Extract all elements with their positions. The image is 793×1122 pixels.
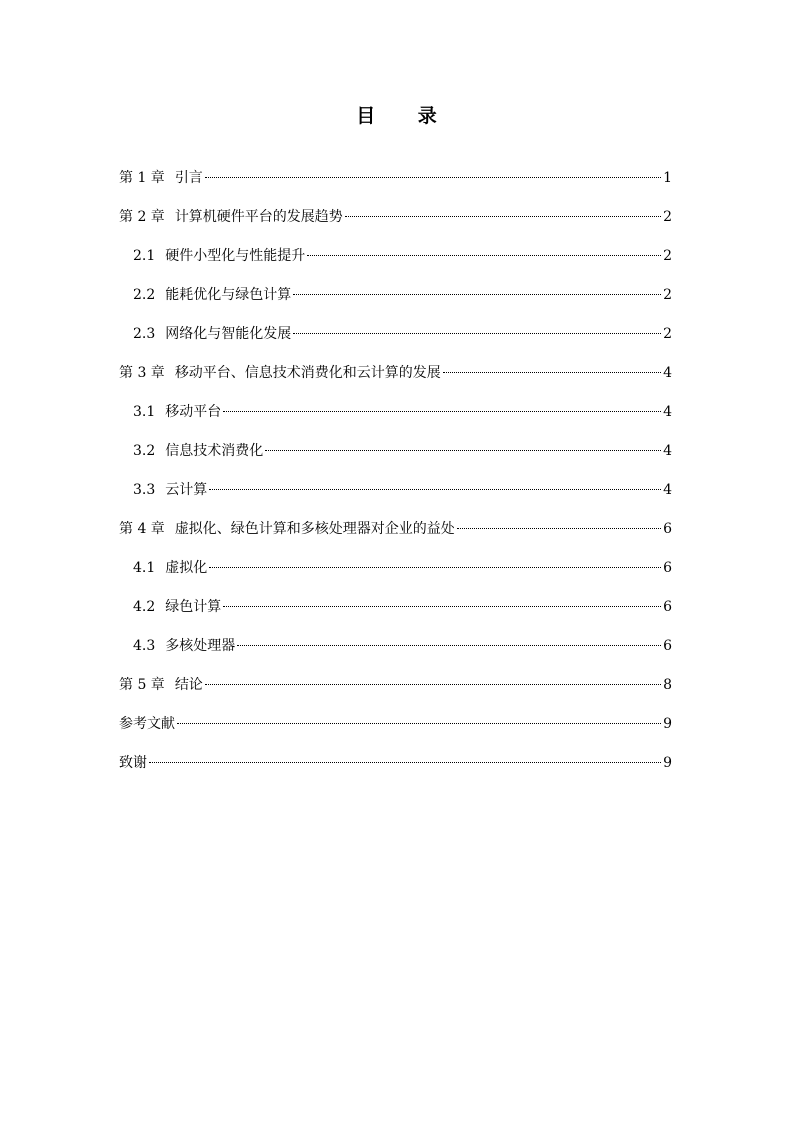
- toc-entry[interactable]: [119, 437, 672, 476]
- toc-entry-number: 2.1: [133, 248, 156, 264]
- toc-entry-title: 引言: [174, 170, 203, 186]
- toc-entry[interactable]: [119, 398, 672, 437]
- toc-entry-page: 4: [663, 482, 672, 498]
- toc-entry-number: 第 2 章: [119, 209, 165, 225]
- toc-entry-page: 6: [663, 599, 672, 615]
- toc-dot-leader: [293, 294, 661, 295]
- toc-entry-number: 4.3: [133, 638, 156, 654]
- toc-dot-leader: [265, 450, 661, 451]
- toc-dot-leader: [205, 177, 661, 178]
- toc-dot-leader: [457, 528, 661, 529]
- toc-dot-leader: [223, 606, 661, 607]
- toc-entry[interactable]: [119, 203, 672, 242]
- toc-entry-page: 2: [663, 209, 672, 225]
- toc-entry-number: 2.3: [133, 326, 156, 342]
- toc-entry-title: 致谢: [119, 755, 147, 771]
- toc-entry-page: 4: [663, 404, 672, 420]
- toc-entry-title: 虚拟化、绿色计算和多核处理器对企业的益处: [174, 521, 455, 537]
- toc-title: 目 录: [356, 105, 455, 127]
- toc-dot-leader: [205, 684, 661, 685]
- toc-entry[interactable]: [119, 632, 672, 671]
- toc-entry-page: 6: [663, 521, 672, 537]
- toc-entry-title: 移动平台: [165, 404, 222, 420]
- toc-entry-page: 2: [663, 326, 672, 342]
- toc-dot-leader: [345, 216, 661, 217]
- toc-dot-leader: [209, 567, 661, 568]
- toc-entry-title: 硬件小型化与性能提升: [165, 248, 306, 264]
- toc-entry-title: 结论: [174, 677, 203, 693]
- toc-entry-page: 4: [663, 365, 672, 381]
- toc-dot-leader: [209, 489, 661, 490]
- toc-entry-number: 3.3: [133, 482, 156, 498]
- toc-dot-leader: [307, 255, 661, 256]
- toc-entry[interactable]: [119, 320, 672, 359]
- toc-entry-title: 虚拟化: [165, 560, 208, 576]
- toc-entry-number: 4.2: [133, 599, 156, 615]
- toc-entry-page: 9: [663, 716, 672, 732]
- toc-entry-title: 计算机硬件平台的发展趋势: [174, 209, 343, 225]
- toc-entry[interactable]: [119, 554, 672, 593]
- toc-entry-title: 多核处理器: [165, 638, 236, 654]
- toc-entry-title: 信息技术消费化: [165, 443, 264, 459]
- toc-entry-page: 6: [663, 560, 672, 576]
- toc-entry-title: 网络化与智能化发展: [165, 326, 292, 342]
- toc-entry-page: 9: [663, 755, 672, 771]
- toc-entry[interactable]: [119, 710, 672, 749]
- toc-entry-page: 2: [663, 287, 672, 303]
- toc-dot-leader: [177, 723, 661, 724]
- toc-entry-page: 1: [663, 170, 672, 186]
- toc-entry[interactable]: [119, 281, 672, 320]
- toc-entry-title: 参考文献: [119, 716, 175, 732]
- toc-list: [119, 164, 672, 788]
- toc-entry-number: 3.2: [133, 443, 156, 459]
- toc-entry[interactable]: [119, 164, 672, 203]
- toc-entry-number: 3.1: [133, 404, 156, 420]
- toc-entry-title: 绿色计算: [165, 599, 222, 615]
- toc-entry-number: 第 5 章: [119, 677, 165, 693]
- toc-dot-leader: [443, 372, 661, 373]
- toc-dot-leader: [237, 645, 661, 646]
- toc-entry-title: 能耗优化与绿色计算: [165, 287, 292, 303]
- toc-entry-number: 2.2: [133, 287, 156, 303]
- toc-dot-leader: [223, 411, 661, 412]
- toc-entry-page: 8: [663, 677, 672, 693]
- toc-entry[interactable]: [119, 359, 672, 398]
- toc-entry-page: 6: [663, 638, 672, 654]
- toc-entry-number: 第 1 章: [119, 170, 165, 186]
- toc-entry[interactable]: [119, 242, 672, 281]
- toc-entry-page: 4: [663, 443, 672, 459]
- toc-entry[interactable]: [119, 593, 672, 632]
- toc-dot-leader: [293, 333, 661, 334]
- toc-entry-page: 2: [663, 248, 672, 264]
- toc-dot-leader: [149, 762, 661, 763]
- toc-entry-number: 第 4 章: [119, 521, 165, 537]
- toc-entry-title: 移动平台、信息技术消费化和云计算的发展: [174, 365, 441, 381]
- toc-entry[interactable]: [119, 476, 672, 515]
- toc-entry-number: 第 3 章: [119, 365, 165, 381]
- toc-entry-title: 云计算: [165, 482, 208, 498]
- toc-entry[interactable]: [119, 671, 672, 710]
- toc-entry[interactable]: [119, 749, 672, 788]
- toc-entry-number: 4.1: [133, 560, 156, 576]
- toc-entry[interactable]: [119, 515, 672, 554]
